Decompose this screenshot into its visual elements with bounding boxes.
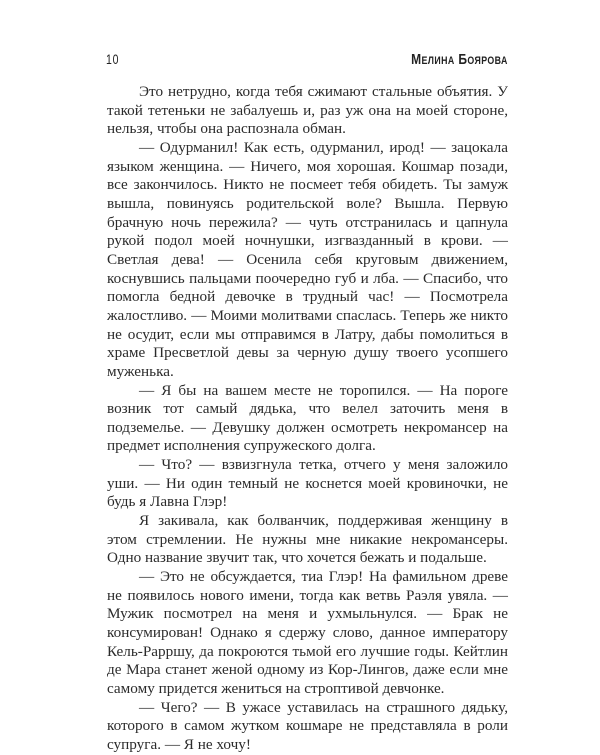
paragraph: Я закивала, как болванчик, поддерживая женщину в этом стремлении. Не нужны мне никакие некромансеры. Одно название звучит так, что хочется бежать и подальше. [107, 512, 508, 567]
paragraph: — Что? — взвизгнула тетка, отчего у меня заложило уши. — Ни один темный не коснется моей кровиночки, не будь я Лавна Глэр! [107, 456, 508, 511]
page-number: 10 [106, 51, 120, 67]
paragraph: — Это не обсуждается, тиа Глэр! На фамильном древе не появилось нового имени, тогда как ветвь Раэля увяла. — Мужик посмотрел на меня и ухмыльнулся. — Брак не консумирован! Однако я сдержу слово, данное императору Кель-Рарршу, да покроются тьмой его лучшие годы. Кейтлин де Мара станет женой одному из Кор-Лингов, даже если мне самому придется жениться на строптивой девчонке. [107, 568, 508, 697]
paragraph: — Одурманил! Как есть, одурманил, ирод! — зацокала языком женщина. — Ничего, моя хорошая. Кошмар позади, все закончилось. Никто не посмеет тебя обидеть. Ты замуж вышла, повинуясь родительской воле? Вышла. Первую брачную ночь пережила? — чуть отстранилась и цапнула рукой подол моей ночнушки, изгвазданный в крови. — Светлая дева! — Осенила себя круговым движением, коснувшись пальцами поочередно губ и лба. — Спасибо, что помогла бедной девочке в трудный час! — Посмотрела жалостливо. — Моими молитвами спаслась. Теперь же никто не осудит, если мы отправимся в Латру, дабы помолиться в храме Пресветлой девы за черную душу твоего усопшего муженька. [107, 138, 508, 380]
paragraph: — Чего? — В ужасе уставилась на страшного дядьку, которого в самом жутком кошмаре не представляла в роли супруга. — Я не хочу! [107, 698, 508, 753]
running-title-author: Мелина Боярова [411, 50, 508, 68]
paragraph: Это нетрудно, когда тебя сжимают стальные объятия. У такой тетеньки не забалуешь и, раз уж она на моей стороне, нельзя, чтобы она распознала обман. [107, 83, 508, 138]
page-body [107, 83, 508, 755]
paragraph: — Я бы на вашем месте не торопился. — На пороге возник тот самый дядька, что велел заточить меня в подземелье. — Девушку должен осмотреть некромансер на предмет исполнения супружеского долга. [107, 381, 508, 455]
page-header [106, 50, 508, 68]
